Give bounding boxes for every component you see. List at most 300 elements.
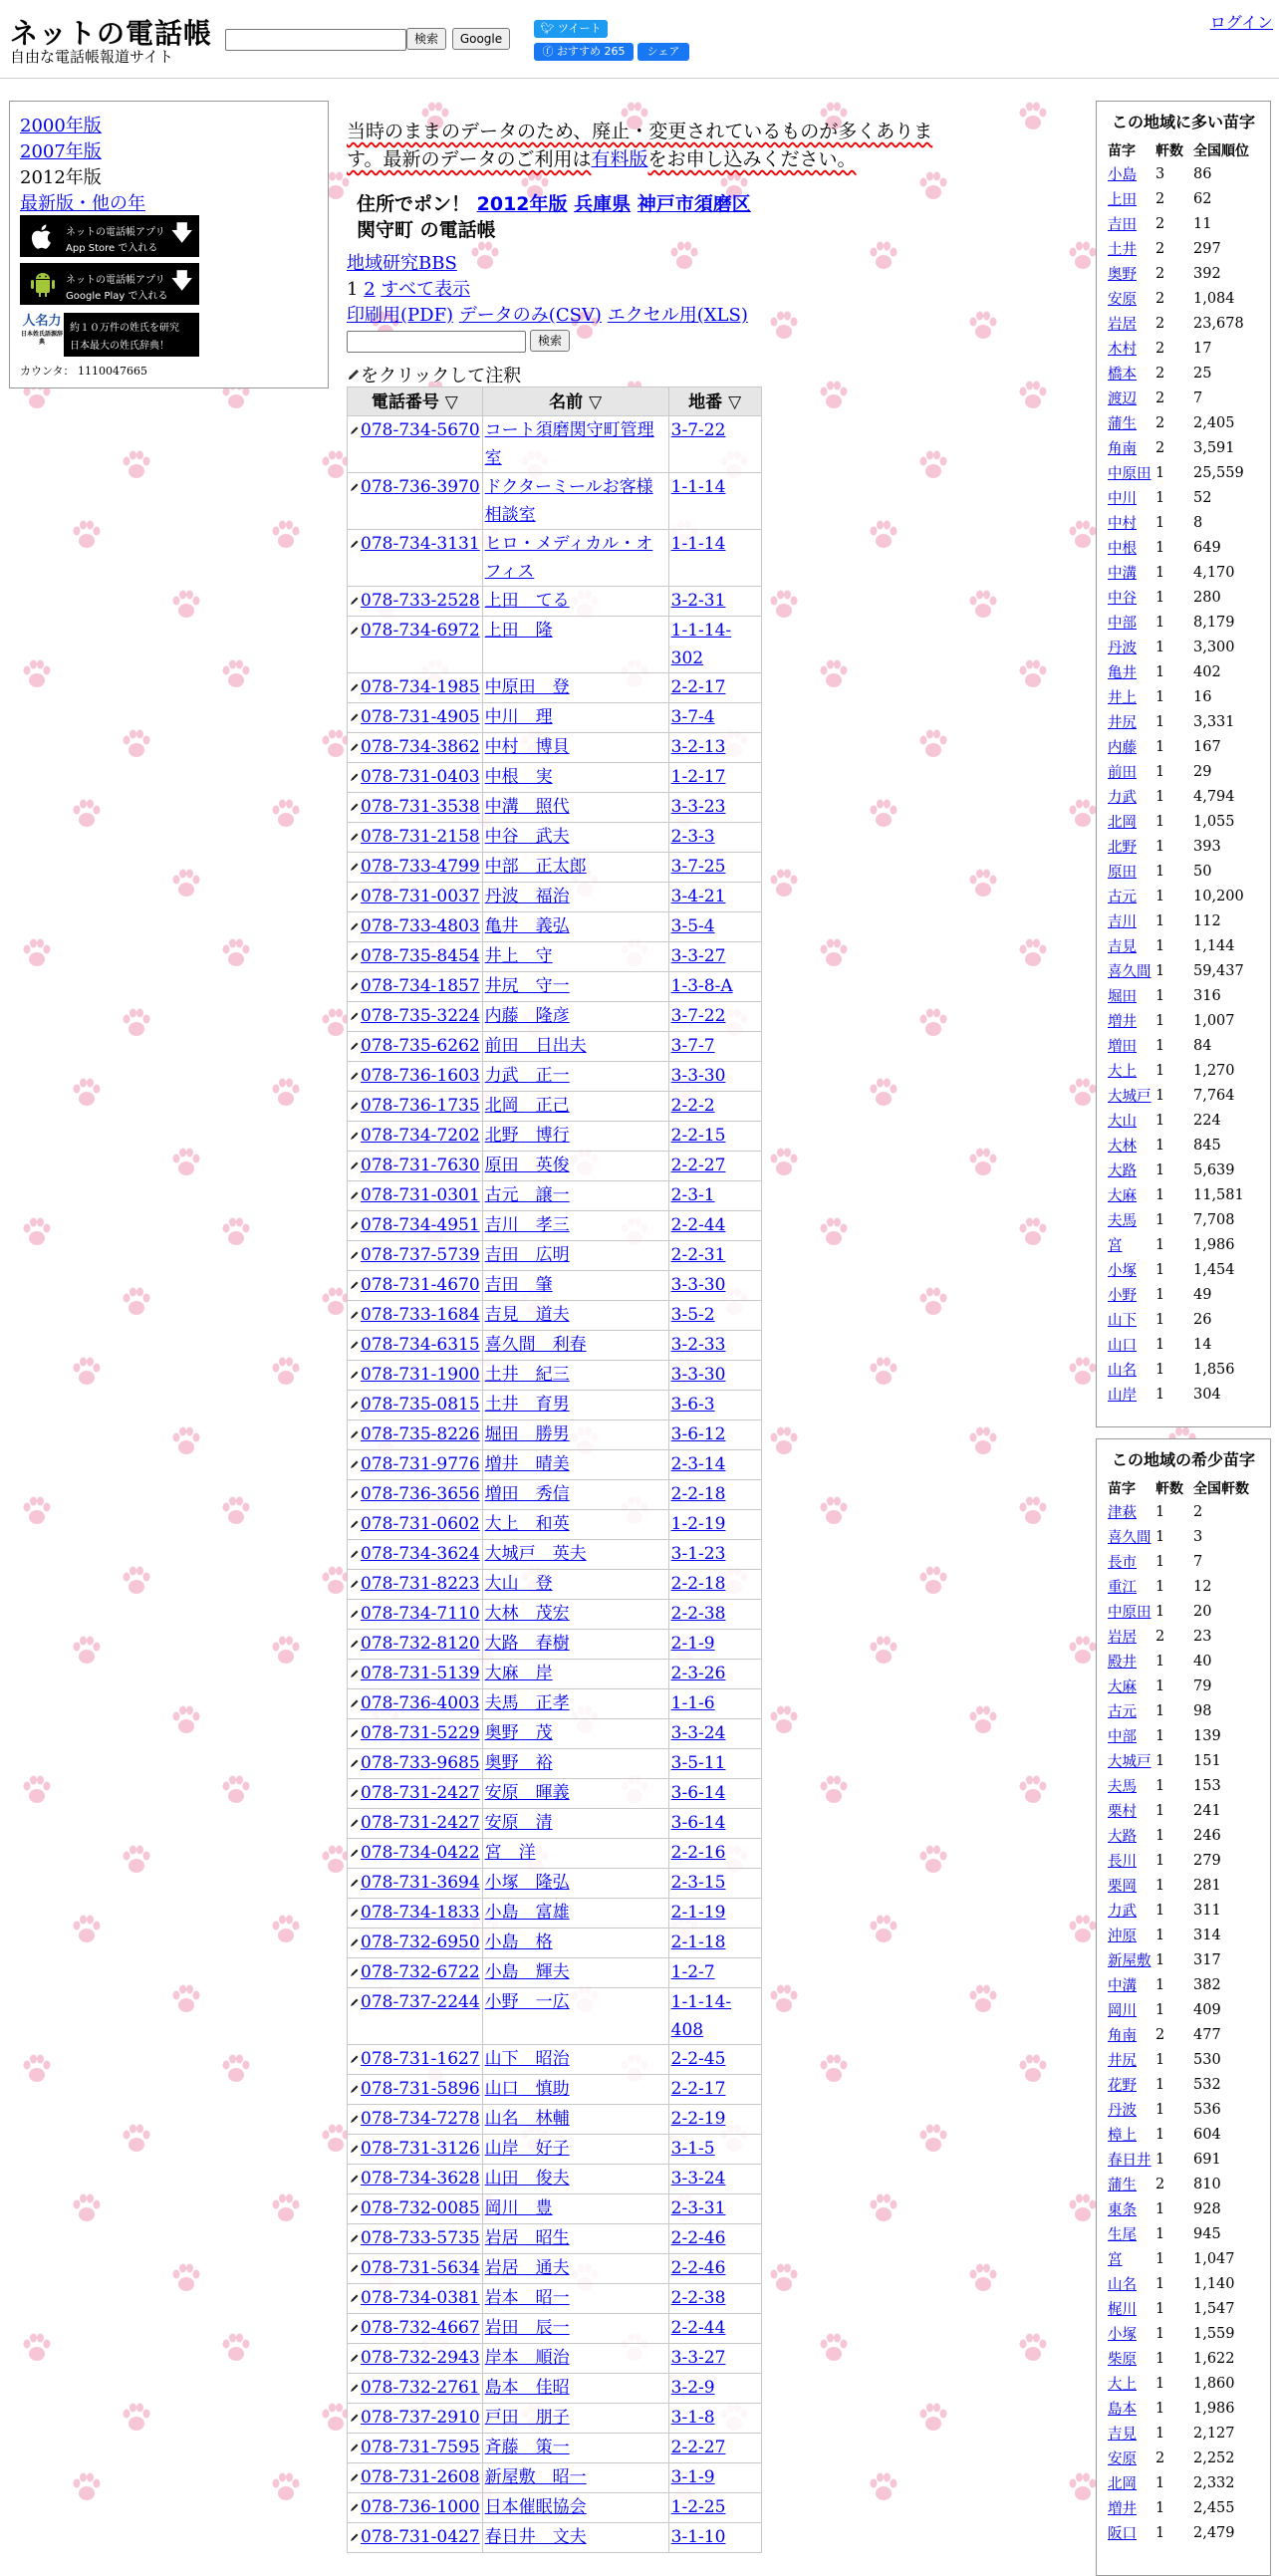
address-link[interactable]: 2-1-18 xyxy=(670,1932,726,1952)
surname-link[interactable]: 中部 xyxy=(1108,616,1137,632)
surname-link[interactable]: 岩居 xyxy=(1108,1630,1137,1646)
surname-link[interactable]: 春日井 xyxy=(1108,2153,1151,2169)
surname-link[interactable]: 大林 xyxy=(1108,1139,1137,1155)
surname-link[interactable]: 小野 xyxy=(1108,1288,1137,1304)
surname-link[interactable]: 生尾 xyxy=(1108,2227,1137,2243)
address-link[interactable]: 3-5-4 xyxy=(670,916,715,936)
name-link[interactable]: 土井 紀三 xyxy=(484,1365,570,1385)
edition-link-2007[interactable]: 2007年版 xyxy=(20,141,102,162)
surname-link[interactable]: 大山 xyxy=(1108,1114,1137,1130)
pencil-icon[interactable] xyxy=(350,712,360,722)
address-link[interactable]: 3-3-30 xyxy=(670,1365,726,1385)
surname-link[interactable]: 亀井 xyxy=(1108,665,1137,681)
address-link[interactable]: 3-7-7 xyxy=(670,1036,715,1056)
address-link[interactable]: 3-6-3 xyxy=(670,1395,715,1415)
phone-number-link[interactable]: 078-736-3970 xyxy=(361,477,480,497)
address-link[interactable]: 2-2-17 xyxy=(670,677,726,697)
address-link[interactable]: 3-5-2 xyxy=(670,1305,715,1325)
name-link[interactable]: 山名 林輔 xyxy=(484,2109,570,2129)
phone-number-link[interactable]: 078-731-5634 xyxy=(361,2258,480,2278)
surname-link[interactable]: 北岡 xyxy=(1108,2476,1137,2492)
name-link[interactable]: 北野 博行 xyxy=(484,1126,570,1146)
pencil-icon[interactable] xyxy=(350,596,360,606)
pencil-icon[interactable] xyxy=(350,1519,360,1529)
surname-link[interactable]: 小島 xyxy=(1108,167,1137,183)
name-link[interactable]: 岩本 昭一 xyxy=(484,2288,570,2308)
address-link[interactable]: 2-3-14 xyxy=(670,1454,726,1474)
surname-link[interactable]: 角南 xyxy=(1108,2028,1137,2044)
phone-number-link[interactable]: 078-731-0403 xyxy=(361,767,480,787)
surname-link[interactable]: 喜久間 xyxy=(1108,964,1151,980)
surname-link[interactable]: 小塚 xyxy=(1108,1263,1137,1279)
name-link[interactable]: 春日井 文夫 xyxy=(484,2527,587,2547)
address-link[interactable]: 3-7-22 xyxy=(670,420,726,440)
phone-number-link[interactable]: 078-737-2244 xyxy=(361,1992,480,2012)
surname-link[interactable]: 原田 xyxy=(1108,865,1137,881)
name-link[interactable]: 岩居 昭生 xyxy=(484,2228,570,2248)
page-link-2[interactable]: 2 xyxy=(364,279,376,300)
surname-link[interactable]: 花野 xyxy=(1108,2078,1137,2094)
name-link[interactable]: 亀井 義弘 xyxy=(484,916,570,936)
phone-number-link[interactable]: 078-734-6972 xyxy=(361,621,480,641)
phone-number-link[interactable]: 078-731-0427 xyxy=(361,2527,480,2547)
phone-number-link[interactable]: 078-733-2528 xyxy=(361,591,480,611)
surname-link[interactable]: 夫馬 xyxy=(1108,1213,1137,1229)
site-title[interactable]: ネットの電話帳 xyxy=(10,17,213,50)
surname-link[interactable]: 島本 xyxy=(1108,2402,1137,2418)
surname-link[interactable]: 吉見 xyxy=(1108,939,1137,955)
address-link[interactable]: 2-2-15 xyxy=(670,1126,726,1146)
pencil-icon[interactable] xyxy=(350,1011,360,1021)
phone-number-link[interactable]: 078-731-4670 xyxy=(361,1275,480,1295)
address-link[interactable]: 2-2-31 xyxy=(670,1245,726,1265)
pencil-icon[interactable] xyxy=(350,1131,360,1141)
name-link[interactable]: 古元 譲一 xyxy=(484,1185,570,1205)
pencil-icon[interactable] xyxy=(350,1967,360,1977)
phone-number-link[interactable]: 078-735-0815 xyxy=(361,1395,480,1415)
pencil-icon[interactable] xyxy=(350,1101,360,1111)
address-link[interactable]: 2-2-38 xyxy=(670,2288,726,2308)
pencil-icon[interactable] xyxy=(350,981,360,991)
name-link[interactable]: 中部 正太郎 xyxy=(484,857,587,877)
phone-number-link[interactable]: 078-731-5139 xyxy=(361,1664,480,1683)
surname-link[interactable]: 渡辺 xyxy=(1108,391,1137,407)
address-link[interactable]: 3-5-11 xyxy=(670,1753,726,1773)
surname-link[interactable]: 上田 xyxy=(1108,192,1137,208)
address-link[interactable]: 1-1-14-408 xyxy=(670,1992,732,2040)
surname-link[interactable]: 新屋敷 xyxy=(1108,1953,1151,1969)
surname-link[interactable]: 山口 xyxy=(1108,1338,1137,1354)
phone-number-link[interactable]: 078-734-1985 xyxy=(361,677,480,697)
address-link[interactable]: 3-1-9 xyxy=(670,2467,715,2487)
name-link[interactable]: 堀田 勝男 xyxy=(484,1424,570,1444)
address-link[interactable]: 2-2-44 xyxy=(670,2318,726,2338)
name-link[interactable]: 中谷 武夫 xyxy=(484,827,570,847)
surname-link[interactable]: 土井 xyxy=(1108,242,1137,258)
address-link[interactable]: 2-3-31 xyxy=(670,2198,726,2218)
surname-link[interactable]: 樟上 xyxy=(1108,2128,1137,2144)
pencil-icon[interactable] xyxy=(350,832,360,842)
pencil-icon[interactable] xyxy=(350,1340,360,1350)
facebook-share-button[interactable]: シェア xyxy=(638,43,689,61)
phone-number-link[interactable]: 078-736-4003 xyxy=(361,1693,480,1713)
pencil-icon[interactable] xyxy=(350,1639,360,1649)
login-link[interactable]: ログイン xyxy=(1209,13,1273,32)
phone-number-link[interactable]: 078-732-6950 xyxy=(361,1932,480,1952)
name-link[interactable]: 増井 晴美 xyxy=(484,1454,570,1474)
pencil-icon[interactable] xyxy=(350,1758,360,1768)
name-link[interactable]: 内藤 隆彦 xyxy=(484,1006,570,1026)
surname-link[interactable]: 中根 xyxy=(1108,541,1137,557)
csv-link[interactable]: データのみ(CSV) xyxy=(458,305,602,326)
phone-number-link[interactable]: 078-731-2427 xyxy=(361,1783,480,1803)
address-link[interactable]: 1-1-14 xyxy=(670,477,726,497)
surname-link[interactable]: 重江 xyxy=(1108,1580,1137,1596)
surname-link[interactable]: 北岡 xyxy=(1108,815,1137,831)
surname-link[interactable]: 井尻 xyxy=(1108,2053,1137,2069)
surname-link[interactable]: 奥野 xyxy=(1108,267,1137,283)
phone-number-link[interactable]: 078-736-1735 xyxy=(361,1096,480,1116)
name-link[interactable]: 北岡 正己 xyxy=(484,1096,570,1116)
pencil-icon[interactable] xyxy=(350,2413,360,2423)
regional-bbs-link[interactable]: 地域研究BBS xyxy=(347,253,457,274)
surname-link[interactable]: 中溝 xyxy=(1108,566,1137,582)
address-link[interactable]: 2-2-27 xyxy=(670,2438,726,2457)
name-link[interactable]: 日本催眠協会 xyxy=(484,2497,587,2517)
address-link[interactable]: 3-7-25 xyxy=(670,857,726,877)
surname-link[interactable]: 大上 xyxy=(1108,2377,1137,2393)
surname-link[interactable]: 吉川 xyxy=(1108,914,1137,930)
pencil-icon[interactable] xyxy=(350,1818,360,1828)
pencil-icon[interactable] xyxy=(350,1579,360,1589)
phone-number-link[interactable]: 078-734-0381 xyxy=(361,2288,480,2308)
pencil-icon[interactable] xyxy=(350,951,360,961)
pencil-icon[interactable] xyxy=(350,2293,360,2303)
surname-link[interactable]: 吉田 xyxy=(1108,217,1137,233)
surname-link[interactable]: 橋本 xyxy=(1108,367,1137,383)
surname-link[interactable]: 安原 xyxy=(1108,292,1137,308)
phone-number-link[interactable]: 078-732-8120 xyxy=(361,1634,480,1654)
header-search-input[interactable] xyxy=(225,29,406,51)
pencil-icon[interactable] xyxy=(350,2443,360,2452)
address-link[interactable]: 2-2-46 xyxy=(670,2228,726,2248)
phone-number-link[interactable]: 078-734-7202 xyxy=(361,1126,480,1146)
phone-number-link[interactable]: 078-731-1627 xyxy=(361,2049,480,2069)
surname-link[interactable]: 前田 xyxy=(1108,765,1137,781)
surname-link[interactable]: 木村 xyxy=(1108,342,1137,358)
phone-number-link[interactable]: 078-735-3224 xyxy=(361,1006,480,1026)
tweet-button[interactable] xyxy=(534,20,608,38)
phone-number-link[interactable]: 078-734-0422 xyxy=(361,1843,480,1863)
name-link[interactable]: 大林 茂宏 xyxy=(484,1604,570,1624)
phone-number-link[interactable]: 078-734-3131 xyxy=(361,534,480,554)
name-link[interactable]: 吉田 肇 xyxy=(484,1275,553,1295)
pencil-icon[interactable] xyxy=(350,1848,360,1858)
pencil-icon[interactable] xyxy=(350,1280,360,1290)
phone-number-link[interactable]: 078-734-1857 xyxy=(361,976,480,996)
surname-link[interactable]: 岩居 xyxy=(1108,317,1137,333)
phone-number-link[interactable]: 078-734-3628 xyxy=(361,2169,480,2189)
surname-link[interactable]: 力武 xyxy=(1108,790,1137,806)
surname-link[interactable]: 梶川 xyxy=(1108,2302,1137,2318)
name-link[interactable]: 中原田 登 xyxy=(484,677,570,697)
name-link[interactable]: 土井 育男 xyxy=(484,1395,570,1415)
surname-link[interactable]: 小塚 xyxy=(1108,2327,1137,2343)
phone-number-link[interactable]: 078-731-2158 xyxy=(361,827,480,847)
surname-link[interactable]: 大路 xyxy=(1108,1163,1137,1179)
surname-link[interactable]: 栗岡 xyxy=(1108,1879,1137,1895)
phone-number-link[interactable]: 078-731-4905 xyxy=(361,707,480,727)
pencil-icon[interactable] xyxy=(350,2502,360,2512)
address-link[interactable]: 3-2-13 xyxy=(670,737,726,757)
pencil-icon[interactable] xyxy=(350,1310,360,1320)
pencil-icon[interactable] xyxy=(350,1190,360,1200)
phone-number-link[interactable]: 078-736-3656 xyxy=(361,1484,480,1504)
name-link[interactable]: 吉見 道夫 xyxy=(484,1305,570,1325)
address-link[interactable]: 2-2-18 xyxy=(670,1484,726,1504)
col-header-address[interactable]: 地番 ▽ xyxy=(668,387,761,416)
address-link[interactable]: 1-2-17 xyxy=(670,767,726,787)
phone-number-link[interactable]: 078-734-3862 xyxy=(361,737,480,757)
surname-link[interactable]: 増井 xyxy=(1108,1014,1137,1030)
pencil-icon[interactable] xyxy=(350,1728,360,1738)
surname-link[interactable]: 丹波 xyxy=(1108,2103,1137,2119)
address-link[interactable]: 2-1-9 xyxy=(670,1634,715,1654)
phone-number-link[interactable]: 078-734-1833 xyxy=(361,1903,480,1923)
name-link[interactable]: 力武 正一 xyxy=(484,1066,570,1086)
phone-number-link[interactable]: 078-731-9776 xyxy=(361,1454,480,1474)
address-link[interactable]: 3-6-12 xyxy=(670,1424,726,1444)
name-link[interactable]: 新屋敷 昭一 xyxy=(484,2467,587,2487)
phone-number-link[interactable]: 078-734-3624 xyxy=(361,1544,480,1564)
phone-number-link[interactable]: 078-732-2761 xyxy=(361,2378,480,2398)
address-link[interactable]: 3-2-31 xyxy=(670,591,726,611)
surname-link[interactable]: 安原 xyxy=(1108,2451,1137,2467)
phone-number-link[interactable]: 078-735-6262 xyxy=(361,1036,480,1056)
surname-link[interactable]: 大城戸 xyxy=(1108,1754,1151,1770)
name-link[interactable]: 喜久間 利春 xyxy=(484,1335,587,1355)
name-link[interactable]: 原田 英俊 xyxy=(484,1156,570,1175)
surname-link[interactable]: 増田 xyxy=(1108,1039,1137,1055)
surname-link[interactable]: 力武 xyxy=(1108,1904,1137,1920)
name-link[interactable]: 中根 実 xyxy=(484,767,553,787)
phone-number-link[interactable]: 078-734-7110 xyxy=(361,1604,480,1624)
directory-search-input[interactable] xyxy=(347,331,526,353)
breadcrumb-ward[interactable]: 神戸市須磨区 xyxy=(637,193,751,215)
name-link[interactable]: 吉川 孝三 xyxy=(484,1215,570,1235)
surname-link[interactable]: 井上 xyxy=(1108,690,1137,706)
address-link[interactable]: 1-2-19 xyxy=(670,1514,726,1534)
phone-number-link[interactable]: 078-731-5229 xyxy=(361,1723,480,1743)
surname-link[interactable]: 古元 xyxy=(1108,1704,1137,1720)
surname-link[interactable]: 山名 xyxy=(1108,2277,1137,2293)
pencil-icon[interactable] xyxy=(350,1669,360,1678)
google-play-badge[interactable] xyxy=(20,263,199,305)
pencil-icon[interactable] xyxy=(350,1071,360,1081)
surname-link[interactable]: 大麻 xyxy=(1108,1188,1137,1204)
address-link[interactable]: 3-3-27 xyxy=(670,946,726,966)
address-link[interactable]: 3-3-30 xyxy=(670,1275,726,1295)
surname-link[interactable]: 中原田 xyxy=(1108,1605,1151,1621)
surname-link[interactable]: 丹波 xyxy=(1108,641,1137,656)
name-link[interactable]: 山口 慎助 xyxy=(484,2079,570,2099)
phone-number-link[interactable]: 078-731-2608 xyxy=(361,2467,480,2487)
surname-link[interactable]: 長川 xyxy=(1108,1854,1137,1870)
address-link[interactable]: 2-2-38 xyxy=(670,1604,726,1624)
address-link[interactable]: 2-2-17 xyxy=(670,2079,726,2099)
phone-number-link[interactable]: 078-733-4799 xyxy=(361,857,480,877)
address-link[interactable]: 2-2-18 xyxy=(670,1574,726,1594)
breadcrumb-year[interactable]: 2012年版 xyxy=(476,193,568,215)
phone-number-link[interactable]: 078-731-7595 xyxy=(361,2438,480,2457)
surname-link[interactable]: 阪口 xyxy=(1108,2526,1137,2542)
address-link[interactable]: 3-7-22 xyxy=(670,1006,726,1026)
pencil-icon[interactable] xyxy=(350,1400,360,1410)
address-link[interactable]: 3-3-23 xyxy=(670,797,726,817)
name-link[interactable]: ヒロ・メディカル・オフィス xyxy=(484,534,653,582)
pencil-icon[interactable] xyxy=(350,892,360,902)
pencil-icon[interactable] xyxy=(350,539,360,549)
surname-link[interactable]: 中部 xyxy=(1108,1729,1137,1745)
pencil-icon[interactable] xyxy=(350,2174,360,2184)
phone-number-link[interactable]: 078-731-0037 xyxy=(361,887,480,906)
pdf-link[interactable]: 印刷用(PDF) xyxy=(347,305,454,326)
header-search-button[interactable]: 検索 xyxy=(406,28,446,50)
surname-link[interactable]: 岡川 xyxy=(1108,2003,1137,2019)
name-link[interactable]: 増田 秀信 xyxy=(484,1484,570,1504)
xls-link[interactable]: エクセル用(XLS) xyxy=(607,305,748,326)
phone-number-link[interactable]: 078-731-2427 xyxy=(361,1813,480,1833)
phone-number-link[interactable]: 078-731-3694 xyxy=(361,1873,480,1893)
pencil-icon[interactable] xyxy=(350,1908,360,1918)
surname-link[interactable]: 中川 xyxy=(1108,491,1137,507)
pencil-icon[interactable] xyxy=(350,1250,360,1260)
phone-number-link[interactable]: 078-731-3126 xyxy=(361,2139,480,2159)
name-link[interactable]: 前田 日出夫 xyxy=(484,1036,587,1056)
address-link[interactable]: 2-2-16 xyxy=(670,1843,726,1863)
surname-link[interactable]: 増井 xyxy=(1108,2501,1137,2517)
surname-link[interactable]: 大路 xyxy=(1108,1829,1137,1845)
jinmei-dictionary-banner[interactable] xyxy=(20,313,199,357)
pencil-icon[interactable] xyxy=(350,2114,360,2124)
name-link[interactable]: ドクターミールお客様相談室 xyxy=(484,477,653,525)
name-link[interactable]: 大麻 岸 xyxy=(484,1664,553,1683)
phone-number-link[interactable]: 078-731-0602 xyxy=(361,1514,480,1534)
pencil-icon[interactable] xyxy=(350,802,360,812)
surname-link[interactable]: 大上 xyxy=(1108,1064,1137,1080)
surname-link[interactable]: 大麻 xyxy=(1108,1679,1137,1695)
surname-link[interactable]: 中谷 xyxy=(1108,591,1137,607)
phone-number-link[interactable]: 078-734-5670 xyxy=(361,420,480,440)
pencil-icon[interactable] xyxy=(350,1937,360,1947)
address-link[interactable]: 3-6-14 xyxy=(670,1783,726,1803)
address-link[interactable]: 2-2-46 xyxy=(670,2258,726,2278)
directory-search-button[interactable]: 検索 xyxy=(530,330,570,352)
pencil-icon[interactable] xyxy=(350,862,360,872)
address-link[interactable]: 2-3-26 xyxy=(670,1664,726,1683)
address-link[interactable]: 1-2-7 xyxy=(670,1962,715,1982)
pencil-icon[interactable] xyxy=(350,1788,360,1798)
surname-link[interactable]: 柴原 xyxy=(1108,2352,1137,2368)
pencil-icon[interactable] xyxy=(350,682,360,692)
name-link[interactable]: 島本 佳昭 xyxy=(484,2378,570,2398)
address-link[interactable]: 2-2-2 xyxy=(670,1096,715,1116)
pencil-icon[interactable] xyxy=(350,2532,360,2542)
address-link[interactable]: 2-3-15 xyxy=(670,1873,726,1893)
app-store-badge[interactable] xyxy=(20,215,199,257)
address-link[interactable]: 3-1-23 xyxy=(670,1544,726,1564)
address-link[interactable]: 3-2-33 xyxy=(670,1335,726,1355)
phone-number-link[interactable]: 078-737-2910 xyxy=(361,2408,480,2428)
surname-link[interactable]: 中溝 xyxy=(1108,1978,1137,1994)
address-link[interactable]: 3-3-24 xyxy=(670,1723,726,1743)
pencil-icon[interactable] xyxy=(350,1997,360,2007)
name-link[interactable]: 中川 理 xyxy=(484,707,553,727)
surname-link[interactable]: 中原田 xyxy=(1108,466,1151,482)
pencil-icon[interactable] xyxy=(350,2203,360,2213)
surname-link[interactable]: 長市 xyxy=(1108,1555,1137,1571)
pencil-icon[interactable] xyxy=(350,1878,360,1888)
name-link[interactable]: 奥野 裕 xyxy=(484,1753,553,1773)
surname-link[interactable]: 北野 xyxy=(1108,840,1137,856)
phone-number-link[interactable]: 078-731-1900 xyxy=(361,1365,480,1385)
pencil-icon[interactable] xyxy=(350,1698,360,1708)
address-link[interactable]: 2-2-27 xyxy=(670,1156,726,1175)
surname-link[interactable]: 山名 xyxy=(1108,1363,1137,1379)
phone-number-link[interactable]: 078-733-1684 xyxy=(361,1305,480,1325)
name-link[interactable]: 戸田 朋子 xyxy=(484,2408,570,2428)
surname-link[interactable]: 津萩 xyxy=(1108,1505,1137,1521)
name-link[interactable]: 大路 春樹 xyxy=(484,1634,570,1654)
pencil-icon[interactable] xyxy=(350,742,360,752)
address-link[interactable]: 2-2-45 xyxy=(670,2049,726,2069)
phone-number-link[interactable]: 078-732-2943 xyxy=(361,2348,480,2368)
col-header-name[interactable]: 名前 ▽ xyxy=(482,387,668,416)
surname-link[interactable]: 中村 xyxy=(1108,516,1137,532)
pencil-icon[interactable] xyxy=(350,2323,360,2333)
pencil-icon[interactable] xyxy=(350,425,360,435)
address-link[interactable]: 2-2-44 xyxy=(670,1215,726,1235)
name-link[interactable]: 山岸 好子 xyxy=(484,2139,570,2159)
pencil-icon[interactable] xyxy=(350,2472,360,2482)
address-link[interactable]: 1-1-6 xyxy=(670,1693,715,1713)
name-link[interactable]: 斉藤 策一 xyxy=(484,2438,570,2457)
pencil-icon[interactable] xyxy=(350,2144,360,2154)
pencil-icon[interactable] xyxy=(350,1429,360,1439)
phone-number-link[interactable]: 078-731-7630 xyxy=(361,1156,480,1175)
address-link[interactable]: 3-6-14 xyxy=(670,1813,726,1833)
surname-link[interactable]: 古元 xyxy=(1108,890,1137,905)
surname-link[interactable]: 堀田 xyxy=(1108,989,1137,1005)
name-link[interactable]: 上田 てる xyxy=(484,591,570,611)
name-link[interactable]: 夫馬 正孝 xyxy=(484,1693,570,1713)
address-link[interactable]: 3-1-8 xyxy=(670,2408,715,2428)
pencil-icon[interactable] xyxy=(350,1220,360,1230)
address-link[interactable]: 3-3-27 xyxy=(670,2348,726,2368)
address-link[interactable]: 3-2-9 xyxy=(670,2378,715,2398)
surname-link[interactable]: 山下 xyxy=(1108,1313,1137,1329)
address-link[interactable]: 3-3-24 xyxy=(670,2169,726,2189)
address-link[interactable]: 3-7-4 xyxy=(670,707,715,727)
name-link[interactable]: 岡川 豊 xyxy=(484,2198,553,2218)
phone-number-link[interactable]: 078-732-0085 xyxy=(361,2198,480,2218)
address-link[interactable]: 1-3-8-A xyxy=(670,976,733,996)
address-link[interactable]: 3-1-5 xyxy=(670,2139,715,2159)
address-link[interactable]: 3-4-21 xyxy=(670,887,726,906)
name-link[interactable]: 吉田 広明 xyxy=(484,1245,570,1265)
name-link[interactable]: 岩田 辰一 xyxy=(484,2318,570,2338)
name-link[interactable]: 大山 登 xyxy=(484,1574,553,1594)
